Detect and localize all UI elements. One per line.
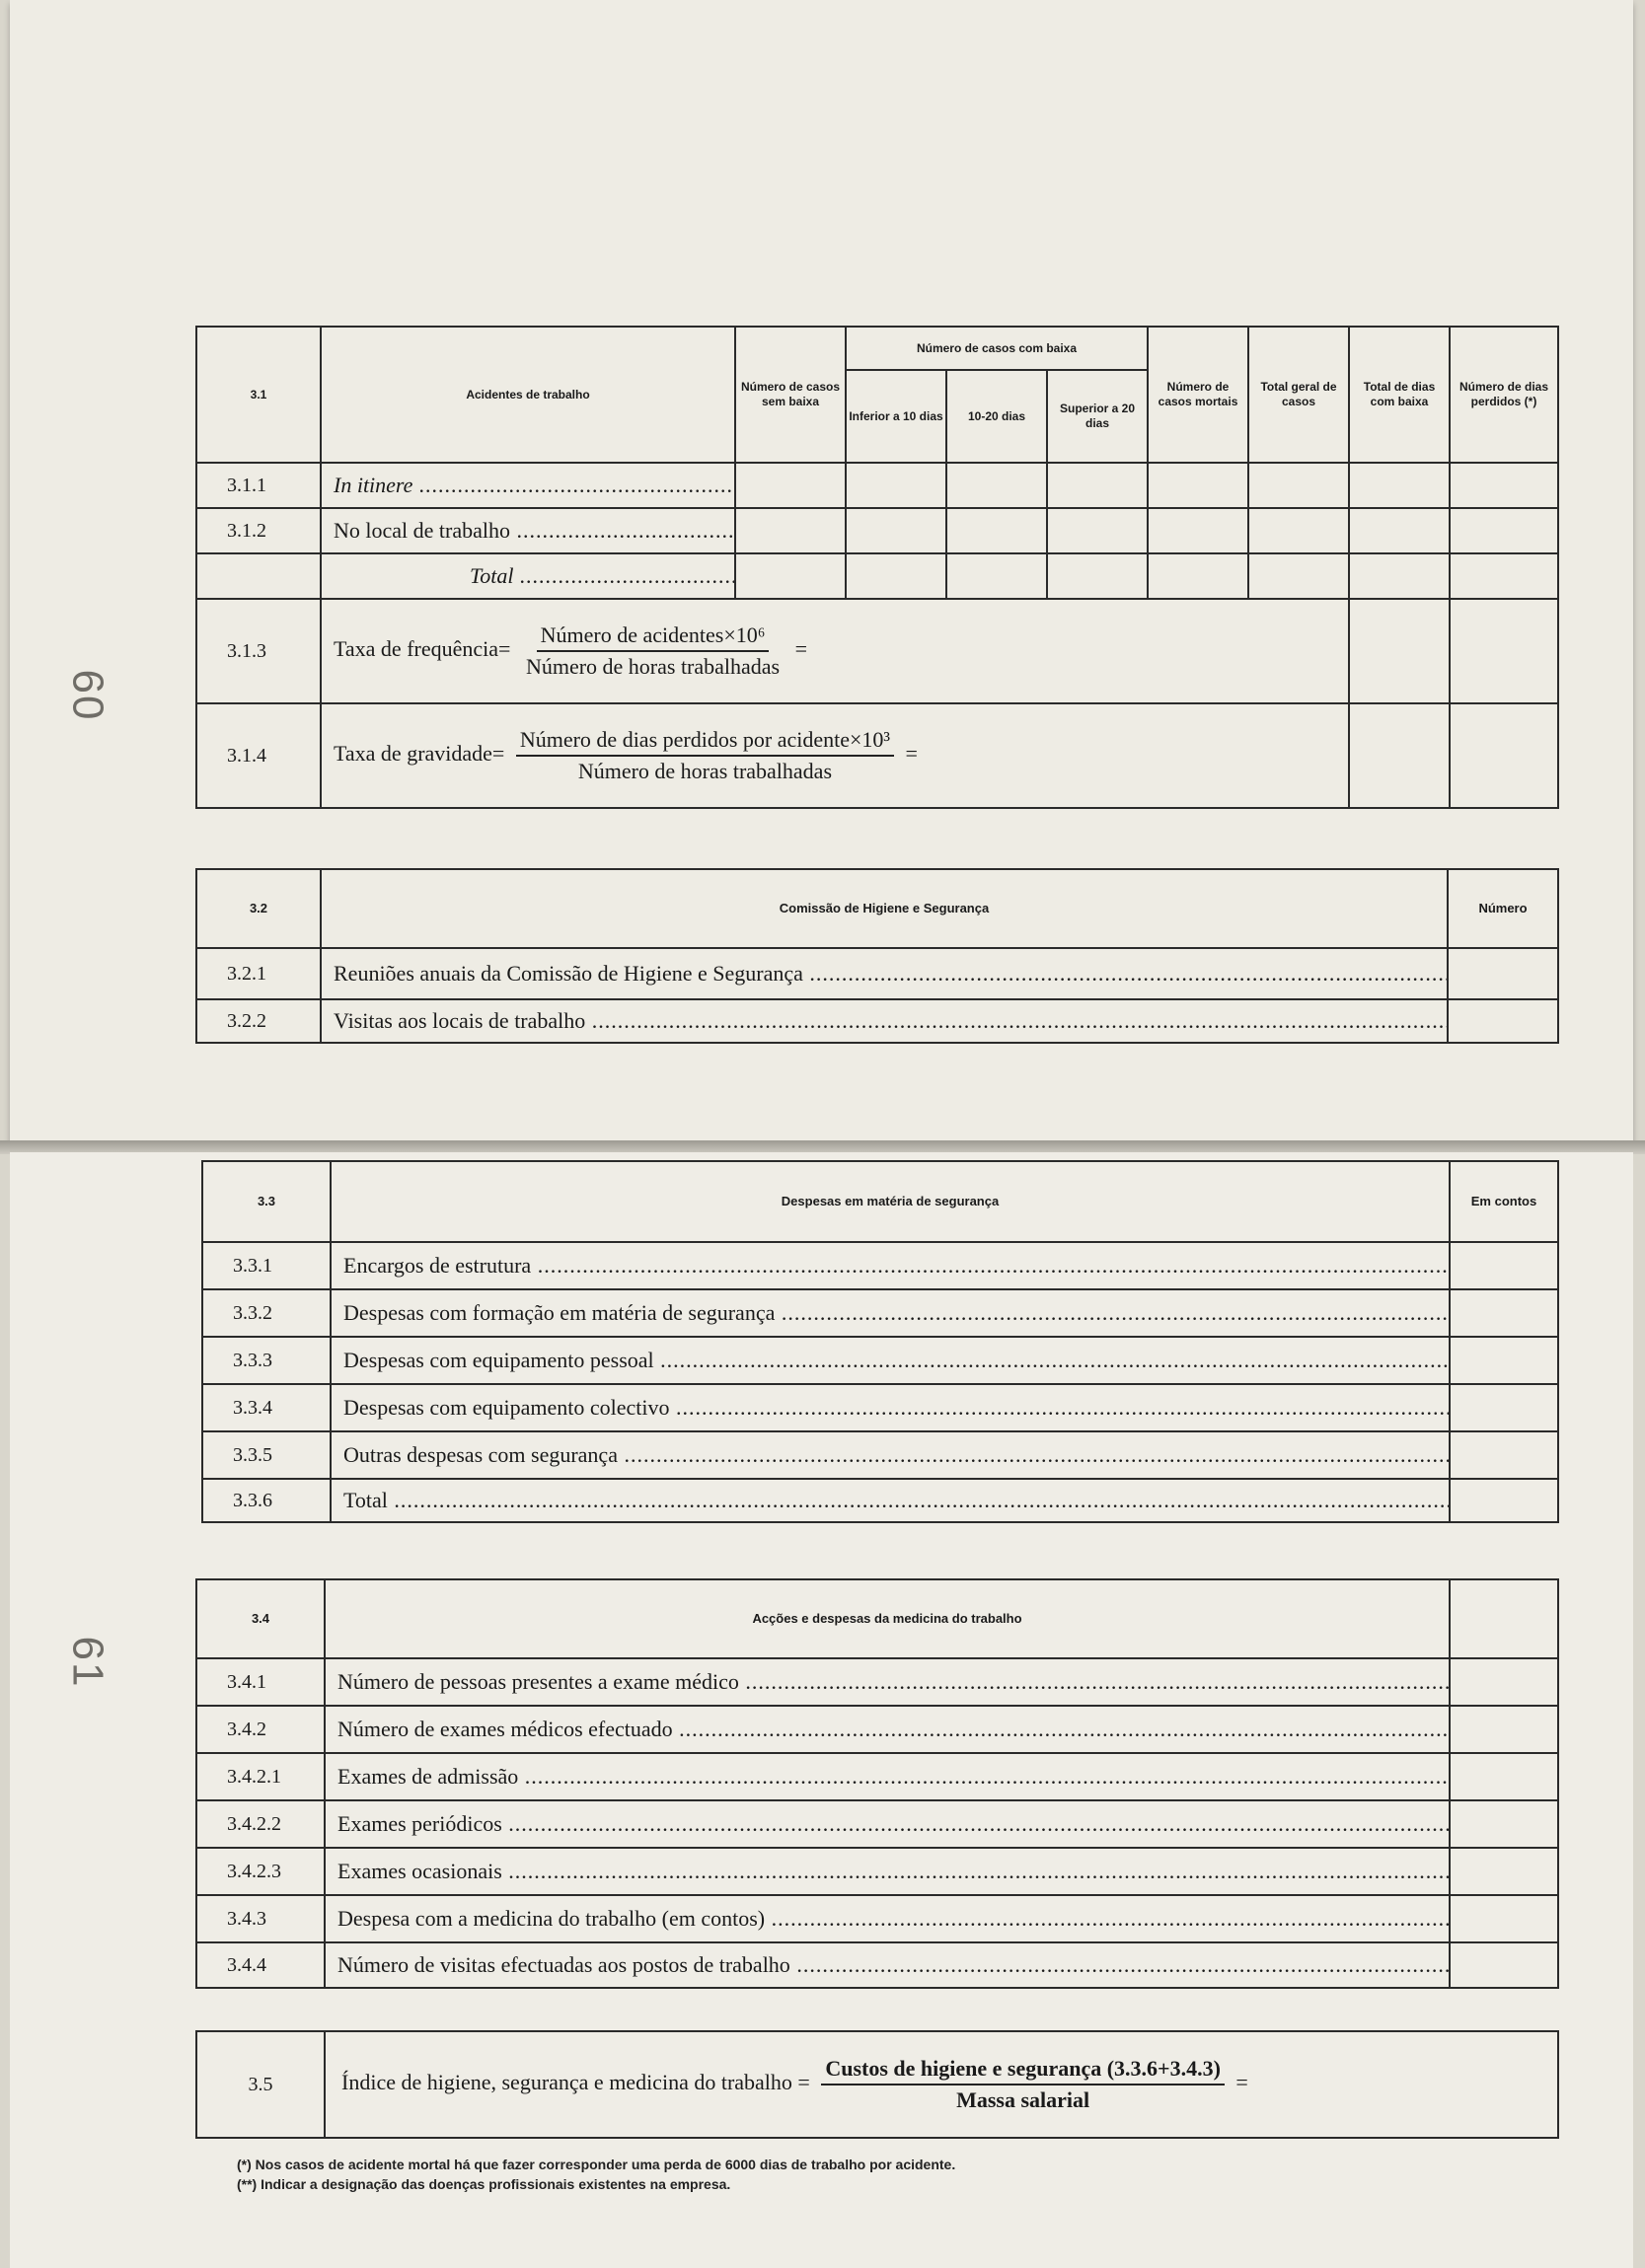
- row-code: 3.4.3: [196, 1895, 325, 1942]
- input-cell[interactable]: [1450, 703, 1558, 808]
- table-row: [196, 508, 1558, 553]
- input-cell[interactable]: [846, 463, 946, 508]
- col-10-20: 10-20 dias: [946, 370, 1047, 463]
- col-em-contos: Em contos: [1450, 1161, 1558, 1242]
- table-row: [196, 1895, 1558, 1942]
- page-number-top: 60: [63, 669, 112, 722]
- col-total-dias: Total de dias com baixa: [1349, 327, 1450, 463]
- row-label: Total .....: [331, 1479, 1450, 1522]
- formula-numerator: Custos de higiene e segurança (3.3.6+3.4.3): [821, 2056, 1225, 2085]
- input-cell[interactable]: [1450, 463, 1558, 508]
- row-code: 3.2.1: [196, 948, 321, 999]
- input-cell[interactable]: [1450, 553, 1558, 599]
- row-code: 3.4.2.2: [196, 1800, 325, 1848]
- row-label: Número de exames médicos efectuado .....: [325, 1706, 1450, 1753]
- formula-equals: =: [905, 741, 918, 767]
- row-code: 3.1.2: [196, 508, 321, 553]
- hygiene-index-formula: [325, 2031, 1558, 2138]
- input-cell[interactable]: [1450, 1431, 1558, 1479]
- col-group-com-baixa: Número de casos com baixa: [846, 327, 1148, 370]
- input-cell[interactable]: [1047, 463, 1148, 508]
- row-label: Exames periódicos .....: [325, 1800, 1450, 1848]
- formula-label: Taxa de frequência=: [334, 636, 511, 662]
- row-label: Despesas com equipamento pessoal .....: [331, 1337, 1450, 1384]
- row-label: Número de pessoas presentes a exame médico .....: [325, 1658, 1450, 1706]
- row-code: 3.3.2: [202, 1289, 331, 1337]
- row-code: 3.1.1: [196, 463, 321, 508]
- row-code: 3.4.2: [196, 1706, 325, 1753]
- table-row: [196, 463, 1558, 508]
- col-casos-mortais: Número de casos mortais: [1148, 327, 1248, 463]
- input-cell[interactable]: [1450, 1337, 1558, 1384]
- input-cell[interactable]: [735, 553, 846, 599]
- formula-denominator: Número de horas trabalhadas: [525, 654, 781, 679]
- input-cell[interactable]: [1148, 553, 1248, 599]
- section-title: Acções e despesas da medicina do trabalho: [325, 1579, 1450, 1658]
- input-cell[interactable]: [1450, 1753, 1558, 1800]
- table-row: [196, 1942, 1558, 1988]
- input-cell[interactable]: [1450, 1942, 1558, 1988]
- table-row: [196, 1848, 1558, 1895]
- input-cell[interactable]: [1450, 1289, 1558, 1337]
- frequency-rate-row: [196, 599, 1558, 703]
- row-code: 3.3.3: [202, 1337, 331, 1384]
- occupational-medicine-table: [195, 1578, 1559, 1989]
- row-label: Encargos de estrutura .....: [331, 1242, 1450, 1289]
- row-code: 3.3.1: [202, 1242, 331, 1289]
- input-cell[interactable]: [735, 463, 846, 508]
- accidents-table: [195, 326, 1559, 809]
- row-code: 3.4.2.1: [196, 1753, 325, 1800]
- table-row: [196, 948, 1558, 999]
- row-label: Número de visitas efectuadas aos postos de trabalho .....: [325, 1942, 1450, 1988]
- formula-label: Índice de higiene, segurança e medicina do trabalho =: [341, 2070, 810, 2095]
- formula-fraction: [516, 727, 894, 784]
- footnote: (*) Nos casos de acidente mortal há que fazer corresponder uma perda de 6000 dias de trabalho por acidente.: [237, 2157, 956, 2172]
- row-code: 3.3.6: [202, 1479, 331, 1522]
- footnotes: [237, 2155, 955, 2195]
- row-code: 3.3.5: [202, 1431, 331, 1479]
- section-title: Comissão de Higiene e Segurança: [321, 869, 1448, 948]
- input-cell[interactable]: [1148, 463, 1248, 508]
- input-cell[interactable]: [1349, 508, 1450, 553]
- input-cell[interactable]: [1248, 508, 1349, 553]
- input-cell[interactable]: [946, 508, 1047, 553]
- table-row: [196, 1800, 1558, 1848]
- frequency-rate-formula: [321, 599, 1349, 703]
- input-cell[interactable]: [846, 508, 946, 553]
- table-row: [196, 999, 1558, 1043]
- input-cell[interactable]: [1450, 1479, 1558, 1522]
- col-inferior-10: Inferior a 10 dias: [846, 370, 946, 463]
- input-cell[interactable]: [1349, 553, 1450, 599]
- input-cell[interactable]: [1450, 599, 1558, 703]
- input-cell[interactable]: [1450, 1895, 1558, 1942]
- hygiene-index-table: [195, 2030, 1559, 2139]
- input-cell[interactable]: [1047, 553, 1148, 599]
- input-cell[interactable]: [1450, 1800, 1558, 1848]
- input-cell[interactable]: [1248, 463, 1349, 508]
- row-code: 3.4.2.3: [196, 1848, 325, 1895]
- section-title: Acidentes de trabalho: [321, 327, 735, 463]
- input-cell[interactable]: [1148, 508, 1248, 553]
- row-code: 3.2.2: [196, 999, 321, 1043]
- formula-denominator: Número de horas trabalhadas: [577, 759, 833, 783]
- col-numero: Número: [1448, 869, 1558, 948]
- input-cell[interactable]: [846, 553, 946, 599]
- input-cell[interactable]: [1450, 508, 1558, 553]
- row-label: No local de trabalho .....: [321, 508, 735, 553]
- col-dias-perdidos: Número de dias perdidos (*): [1450, 327, 1558, 463]
- commission-table: [195, 868, 1559, 1044]
- row-code: 3.1.3: [196, 599, 321, 703]
- table-row: [196, 1658, 1558, 1706]
- input-cell[interactable]: [1248, 553, 1349, 599]
- severity-rate-formula: [321, 703, 1349, 808]
- row-label: Despesa com a medicina do trabalho (em contos) .....: [325, 1895, 1450, 1942]
- row-label: Exames de admissão .....: [325, 1753, 1450, 1800]
- input-cell[interactable]: [1047, 508, 1148, 553]
- formula-fraction: [522, 622, 784, 680]
- table-row: [196, 1753, 1558, 1800]
- table-row: [196, 1706, 1558, 1753]
- input-cell[interactable]: [946, 553, 1047, 599]
- col-superior-20: Superior a 20 dias: [1047, 370, 1148, 463]
- table-row: [202, 1431, 1558, 1479]
- section-code: 3.2: [196, 869, 321, 948]
- row-label: Reuniões anuais da Comissão de Higiene e Segurança .....: [321, 948, 1448, 999]
- row-code: 3.4.1: [196, 1658, 325, 1706]
- row-label: Despesas com equipamento colectivo .....: [331, 1384, 1450, 1431]
- row-code: [196, 553, 321, 599]
- safety-expenses-table: [201, 1160, 1559, 1523]
- section-code: 3.4: [196, 1579, 325, 1658]
- input-cell[interactable]: [1349, 463, 1450, 508]
- formula-numerator: Número de acidentes×10⁶: [537, 622, 770, 652]
- formula-fraction: [821, 2056, 1225, 2113]
- input-cell[interactable]: [1448, 948, 1558, 999]
- row-label: Outras despesas com segurança .....: [331, 1431, 1450, 1479]
- input-cell[interactable]: [735, 508, 846, 553]
- input-cell[interactable]: [1450, 1658, 1558, 1706]
- row-label: Exames ocasionais .....: [325, 1848, 1450, 1895]
- formula-equals: =: [1235, 2070, 1248, 2095]
- section-title: Despesas em matéria de segurança: [331, 1161, 1450, 1242]
- section-code: 3.5: [196, 2031, 325, 2138]
- page-number-bottom: 61: [63, 1636, 112, 1689]
- table-row: [196, 553, 1558, 599]
- table-row: [202, 1337, 1558, 1384]
- col-sem-baixa: Número de casos sem baixa: [735, 327, 846, 463]
- input-cell[interactable]: [1450, 1242, 1558, 1289]
- table-row: [202, 1479, 1558, 1522]
- input-cell[interactable]: [1450, 1848, 1558, 1895]
- row-code: 3.1.4: [196, 703, 321, 808]
- formula-numerator: Número de dias perdidos por acidente×10³: [516, 727, 894, 757]
- input-cell[interactable]: [1349, 703, 1450, 808]
- header-empty-cell: [1450, 1579, 1558, 1658]
- row-code: 3.4.4: [196, 1942, 325, 1988]
- table-row: [202, 1289, 1558, 1337]
- col-total-geral: Total geral de casos: [1248, 327, 1349, 463]
- input-cell[interactable]: [1349, 599, 1450, 703]
- formula-equals: =: [794, 636, 808, 662]
- severity-rate-row: [196, 703, 1558, 808]
- row-label: Visitas aos locais de trabalho .....: [321, 999, 1448, 1043]
- input-cell[interactable]: [1450, 1384, 1558, 1431]
- input-cell[interactable]: [1450, 1706, 1558, 1753]
- section-code: 3.1: [196, 327, 321, 463]
- table-row: [202, 1242, 1558, 1289]
- input-cell[interactable]: [946, 463, 1047, 508]
- row-label-total: Total .....: [321, 553, 735, 599]
- formula-denominator: Massa salarial: [956, 2087, 1090, 2112]
- row-label: In itinere .....: [321, 463, 735, 508]
- row-label: Despesas com formação em matéria de segurança .....: [331, 1289, 1450, 1337]
- table-row: [202, 1384, 1558, 1431]
- footnote: (**) Indicar a designação das doenças profissionais existentes na empresa.: [237, 2176, 731, 2193]
- section-code: 3.3: [202, 1161, 331, 1242]
- formula-label: Taxa de gravidade=: [334, 741, 505, 767]
- row-code: 3.3.4: [202, 1384, 331, 1431]
- input-cell[interactable]: [1448, 999, 1558, 1043]
